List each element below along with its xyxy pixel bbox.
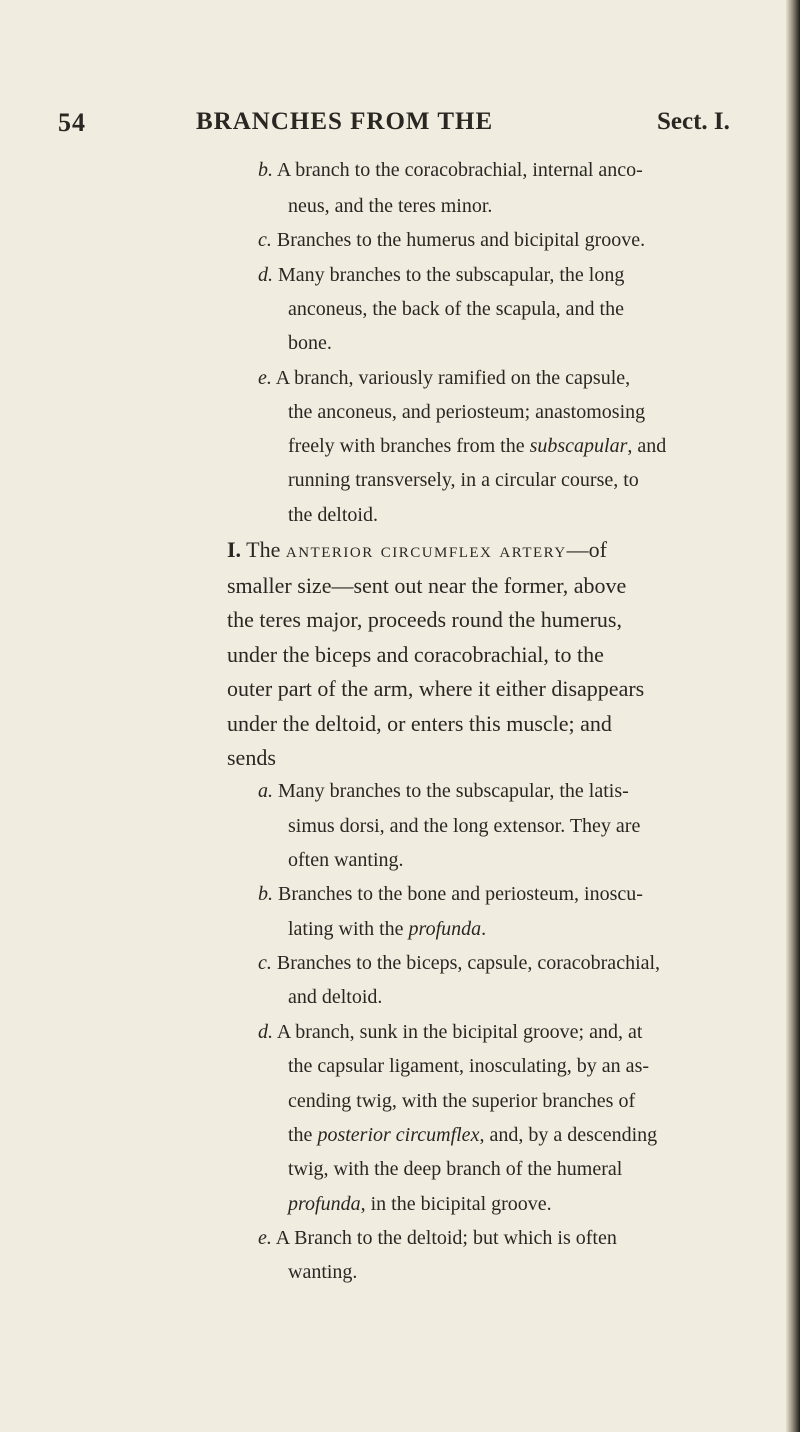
text-line: wanting. xyxy=(288,1261,358,1283)
italic-term: posterior circumflex xyxy=(317,1124,480,1146)
text-line xyxy=(288,1192,552,1216)
italic-term: profunda xyxy=(408,918,482,940)
text-run: , and xyxy=(627,435,667,457)
item-marker: e. xyxy=(258,367,272,389)
item-marker: d. xyxy=(258,264,273,286)
list-item-d-2 xyxy=(258,1020,642,1044)
item-marker: e. xyxy=(258,1227,272,1249)
text-line: smaller size—sent out near the former, above xyxy=(227,573,627,598)
item-text: A Branch to the deltoid; but which is often xyxy=(275,1227,617,1249)
text-line: often wanting. xyxy=(288,849,404,871)
italic-term: subscapular xyxy=(529,435,628,457)
text-line xyxy=(288,1123,657,1147)
text-line: sends xyxy=(227,745,276,770)
item-text: A branch to the coracobrachial, internal anco- xyxy=(276,159,643,181)
text-line: cending twig, with the superior branches of xyxy=(288,1090,636,1112)
item-marker: d. xyxy=(258,1021,273,1043)
text-run: . xyxy=(481,918,487,940)
item-text: Many branches to the subscapular, the latis- xyxy=(278,780,629,802)
text-line: under the biceps and coracobrachial, to the xyxy=(227,642,604,667)
item-text: Branches to the biceps, capsule, coracobrachial, xyxy=(276,952,661,974)
item-marker: c. xyxy=(258,229,272,251)
text-line: and deltoid. xyxy=(288,986,383,1008)
running-head: BRANCHES FROM THE xyxy=(196,108,494,135)
item-text: Branches to the humerus and bicipital groove. xyxy=(276,229,646,251)
text-run: the xyxy=(288,1124,318,1146)
item-text: Branches to the bone and periosteum, inoscu- xyxy=(278,883,643,905)
text-line: twig, with the deep branch of the humeral xyxy=(288,1158,623,1180)
item-text: Many branches to the subscapular, the long xyxy=(278,264,625,286)
list-item-d-1 xyxy=(258,263,624,287)
paragraph-heading xyxy=(227,537,607,563)
section-mark: Sect. I. xyxy=(657,108,730,135)
item-marker: a. xyxy=(258,780,273,802)
item-text: A branch, sunk in the bicipital groove; and, at xyxy=(276,1021,643,1043)
list-item-e-1 xyxy=(258,366,630,390)
text-run: The xyxy=(246,537,286,562)
text-line: the deltoid. xyxy=(288,504,378,526)
text-run: lating with the xyxy=(288,918,409,940)
text-run: , in the bicipital groove. xyxy=(360,1193,552,1215)
list-item-c-1 xyxy=(258,228,645,252)
text-line: anconeus, the back of the scapula, and the xyxy=(288,298,624,320)
text-line: the anconeus, and periosteum; anastomosing xyxy=(288,401,646,423)
list-item-b-2 xyxy=(258,882,643,906)
text-line: the capsular ligament, inosculating, by an as- xyxy=(288,1055,650,1077)
text-line: the teres major, proceeds round the humerus, xyxy=(227,607,622,632)
text-line: under the deltoid, or enters this muscle; and xyxy=(227,711,612,736)
text-line xyxy=(288,434,666,458)
artery-name: anterior circumflex artery xyxy=(285,537,567,562)
text-run: —of xyxy=(566,537,607,562)
item-marker: c. xyxy=(258,952,272,974)
list-item-c-2 xyxy=(258,951,660,975)
item-text: A branch, variously ramified on the capsule, xyxy=(275,367,631,389)
page-number: 54 xyxy=(58,108,86,137)
page-header xyxy=(0,108,780,148)
text-line: simus dorsi, and the long extensor. They are xyxy=(288,815,641,837)
text-run: freely with branches from the xyxy=(288,435,530,457)
text-line: neus, and the teres minor. xyxy=(288,195,493,217)
item-marker: b. xyxy=(258,883,273,905)
text-line: running transversely, in a circular course, to xyxy=(288,469,639,491)
item-marker: b. xyxy=(258,159,273,181)
list-item-a-2 xyxy=(258,779,629,803)
italic-term: profunda xyxy=(288,1193,361,1215)
text-run: , and, by a descending xyxy=(479,1124,658,1146)
list-item-e-2 xyxy=(258,1226,617,1250)
text-line: outer part of the arm, where it either disappears xyxy=(227,676,645,701)
text-line: bone. xyxy=(288,332,332,354)
list-item-b-1 xyxy=(258,158,643,182)
text-line xyxy=(288,917,486,941)
page-edge-shadow xyxy=(786,0,800,1432)
paragraph-number: I. xyxy=(227,537,242,562)
